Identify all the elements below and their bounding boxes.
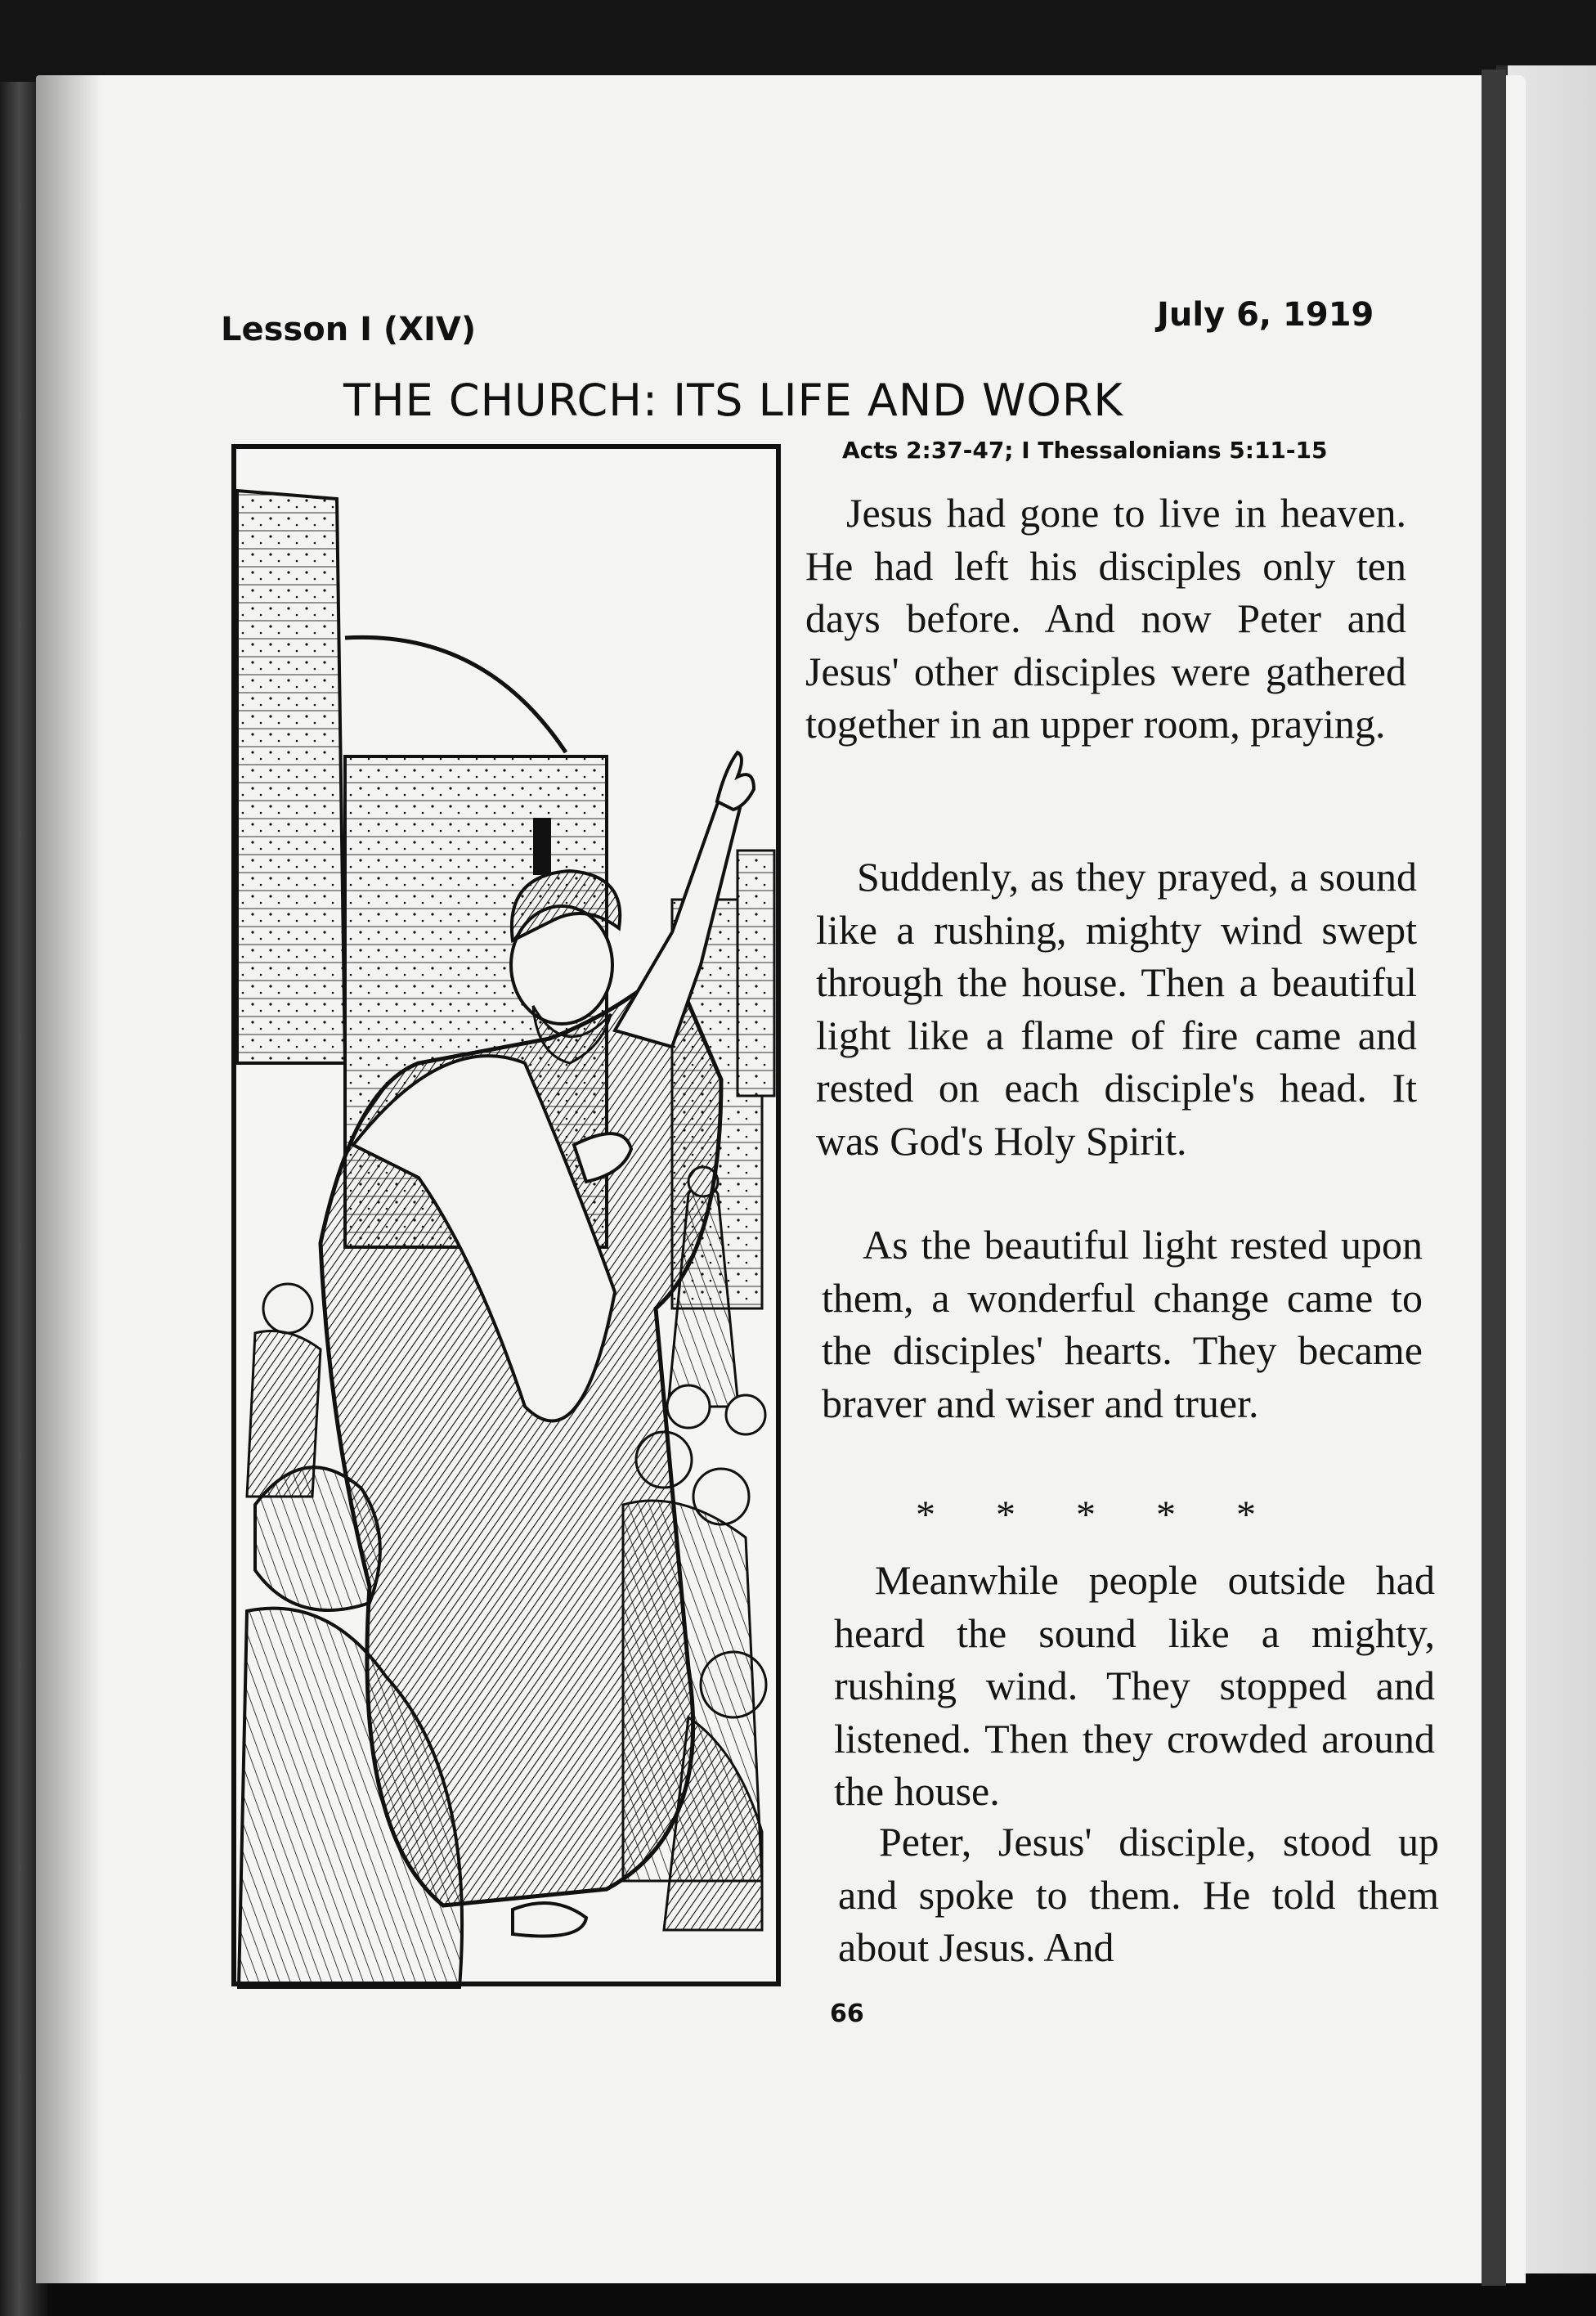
page-title: THE CHURCH: ITS LIFE AND WORK [343, 375, 1123, 426]
section-separator: * * * * * [916, 1493, 1256, 1537]
paragraph-5-text: Peter, Jesus' disciple, stood up and spoke to them. He told them about Jesus. And [838, 1819, 1439, 1970]
paragraph-4 [834, 1554, 1435, 1818]
paragraph-1 [805, 487, 1406, 751]
scripture-references: Acts 2:37-47; I Thessalonians 5:11-15 [842, 437, 1328, 464]
paragraph-3 [822, 1219, 1423, 1430]
lesson-number: Lesson I (XIV) [221, 311, 477, 348]
lesson-date: July 6, 1919 [1157, 296, 1374, 334]
paragraph-2 [816, 851, 1417, 1167]
paragraph-2-text: Suddenly, as they prayed, a sound like a rushing, mighty wind swept through the house. Then a beautiful light like a flame of fire came and rested on each disciple's head. It was God's Holy Spirit. [816, 854, 1417, 1164]
paragraph-4-text: Meanwhile people outside had heard the sound like a mighty, rushing wind. They stopped and listened. Then they crowded around the house. [834, 1557, 1435, 1814]
engraving-peter-preaching-icon [231, 442, 787, 1995]
page-right-gutter [1482, 70, 1506, 2286]
paragraph-5 [838, 1816, 1439, 1974]
paragraph-3-text: As the beautiful light rested upon them, a wonderful change came to the disciples' hearts. They became braver and wiser and truer. [822, 1222, 1423, 1426]
paragraph-1-text: Jesus had gone to live in heaven. He had left his disciples only ten days before. And now Peter and Jesus' other disciples were gathered together in an upper room, praying. [805, 490, 1406, 747]
page-gutter-shadow [36, 75, 101, 2283]
page-number: 66 [830, 2000, 864, 2028]
